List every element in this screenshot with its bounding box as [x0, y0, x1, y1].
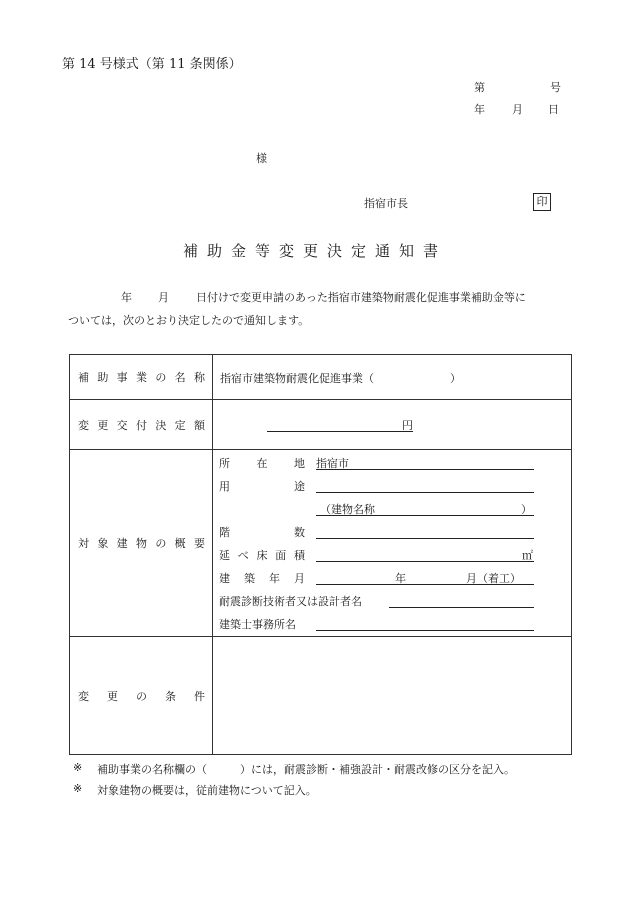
label-char: 業 — [135, 371, 147, 384]
note-1-text: 補助事業の名称欄の（ ）には，耐震診断・補強設計・耐震改修の区分を記入。 — [97, 763, 515, 776]
label-char: 額 — [193, 418, 205, 432]
building-name-close: ） — [521, 503, 532, 516]
label-char: 定 — [174, 418, 186, 432]
label-char: 象 — [97, 537, 109, 550]
office-underline — [316, 630, 534, 631]
label-char: 名 — [174, 371, 186, 384]
label-char: 変 — [78, 418, 89, 432]
floor-area-underline — [316, 561, 534, 562]
doc-number-suffix: 号 — [550, 81, 561, 94]
location-label — [219, 455, 305, 471]
doc-number-prefix: 第 — [474, 81, 485, 94]
floor-area-unit: ㎡ — [522, 549, 533, 562]
floors-underline — [316, 538, 534, 539]
label-char: 積 — [294, 549, 305, 562]
label-char: 地 — [294, 457, 305, 470]
label-char: 決 — [155, 418, 167, 432]
office-label: 建築士事務所名 — [219, 618, 296, 631]
label-cell-project-name — [70, 355, 213, 400]
body-date-year: 年 — [121, 291, 132, 304]
label-char: 更 — [97, 418, 109, 432]
label-char: 築 — [244, 572, 255, 585]
label-char: 数 — [294, 526, 305, 539]
table-row-conditions — [70, 637, 572, 755]
body-date-month: 月 — [158, 291, 169, 304]
project-name-suffix: ） — [450, 372, 461, 385]
form-table — [69, 354, 572, 755]
diagnosis-underline — [389, 607, 534, 608]
value-cell-project-name[interactable] — [213, 355, 572, 400]
table-row-building — [70, 450, 572, 637]
label-char: べ — [237, 549, 249, 562]
label-cell-amount — [70, 400, 213, 450]
date-month: 月 — [512, 103, 523, 116]
label-char: 概 — [174, 537, 186, 550]
label-amount — [70, 417, 212, 433]
date-day: 日 — [548, 103, 559, 116]
label-char: 助 — [97, 371, 109, 384]
label-project-name — [70, 369, 212, 385]
use-label — [219, 478, 305, 494]
label-char: 補 — [78, 371, 89, 384]
label-char: 対 — [78, 537, 89, 550]
value-cell-amount[interactable] — [213, 400, 572, 450]
label-char: 事 — [116, 371, 128, 384]
diagnosis-label: 耐震診断技術者又は設計者名 — [219, 595, 362, 608]
label-cell-building — [70, 450, 213, 637]
label-char: の — [155, 537, 167, 550]
floor-area-label — [219, 547, 305, 563]
label-char: 件 — [194, 689, 205, 703]
building-name-open: （建物名称 — [320, 503, 375, 516]
note-1-mark: ※ — [73, 761, 83, 774]
label-char: 更 — [107, 689, 118, 703]
label-char: の — [136, 689, 147, 703]
addressee-suffix: 様 — [256, 152, 267, 165]
label-char: 床 — [256, 549, 268, 562]
built-month-note: 月（着工） — [466, 572, 521, 585]
floors-label — [219, 524, 305, 540]
amount-currency: 円 — [402, 419, 413, 432]
built-underline — [316, 584, 534, 585]
label-char: 途 — [294, 480, 305, 493]
built-label — [219, 570, 305, 586]
body-line1: 日付けで変更申請のあった指宿市建築物耐震化促進事業補助金等に — [196, 291, 526, 304]
use-underline — [316, 492, 534, 493]
label-char: 交 — [116, 418, 128, 432]
label-char: 用 — [219, 480, 230, 493]
location-underline — [316, 469, 534, 470]
project-name-prefix: 指宿市建築物耐震化促進事業（ — [220, 372, 374, 385]
amount-underline — [267, 431, 413, 432]
label-char: 所 — [219, 457, 230, 470]
label-char: 付 — [135, 418, 147, 432]
label-char: 建 — [219, 572, 230, 585]
label-char: 変 — [78, 689, 89, 703]
location-value: 指宿市 — [316, 457, 349, 470]
label-building — [70, 535, 212, 551]
note-2-text: 対象建物の概要は，従前建物について記入。 — [97, 784, 317, 797]
building-name-underline — [316, 515, 534, 516]
label-char: 物 — [135, 537, 147, 550]
built-year: 年 — [395, 572, 406, 585]
label-char: 在 — [256, 457, 268, 470]
table-row-project-name — [70, 355, 572, 400]
form-number: 第 14 号様式（第 11 条関係） — [62, 57, 242, 72]
issuer: 指宿市長 — [364, 197, 408, 210]
label-char: 面 — [275, 549, 287, 562]
table-row-amount — [70, 400, 572, 450]
label-char: 条 — [165, 689, 176, 703]
label-char: 階 — [219, 526, 230, 539]
seal-box: 印 — [533, 193, 551, 211]
value-cell-building[interactable] — [213, 450, 572, 637]
label-char: 建 — [116, 537, 128, 550]
note-2-mark: ※ — [73, 782, 83, 795]
label-conditions — [70, 688, 212, 704]
value-cell-conditions[interactable] — [213, 637, 572, 755]
page-title: 補助金等変更決定通知書 — [182, 242, 447, 260]
label-char: の — [155, 371, 167, 384]
label-char: 称 — [193, 371, 205, 384]
label-char: 要 — [193, 537, 205, 550]
label-char: 月 — [294, 572, 305, 585]
label-cell-conditions — [70, 637, 213, 755]
label-char: 延 — [219, 549, 230, 562]
date-year: 年 — [474, 103, 485, 116]
body-line2: ついては，次のとおり決定したので通知します。 — [68, 314, 310, 327]
label-char: 年 — [269, 572, 280, 585]
